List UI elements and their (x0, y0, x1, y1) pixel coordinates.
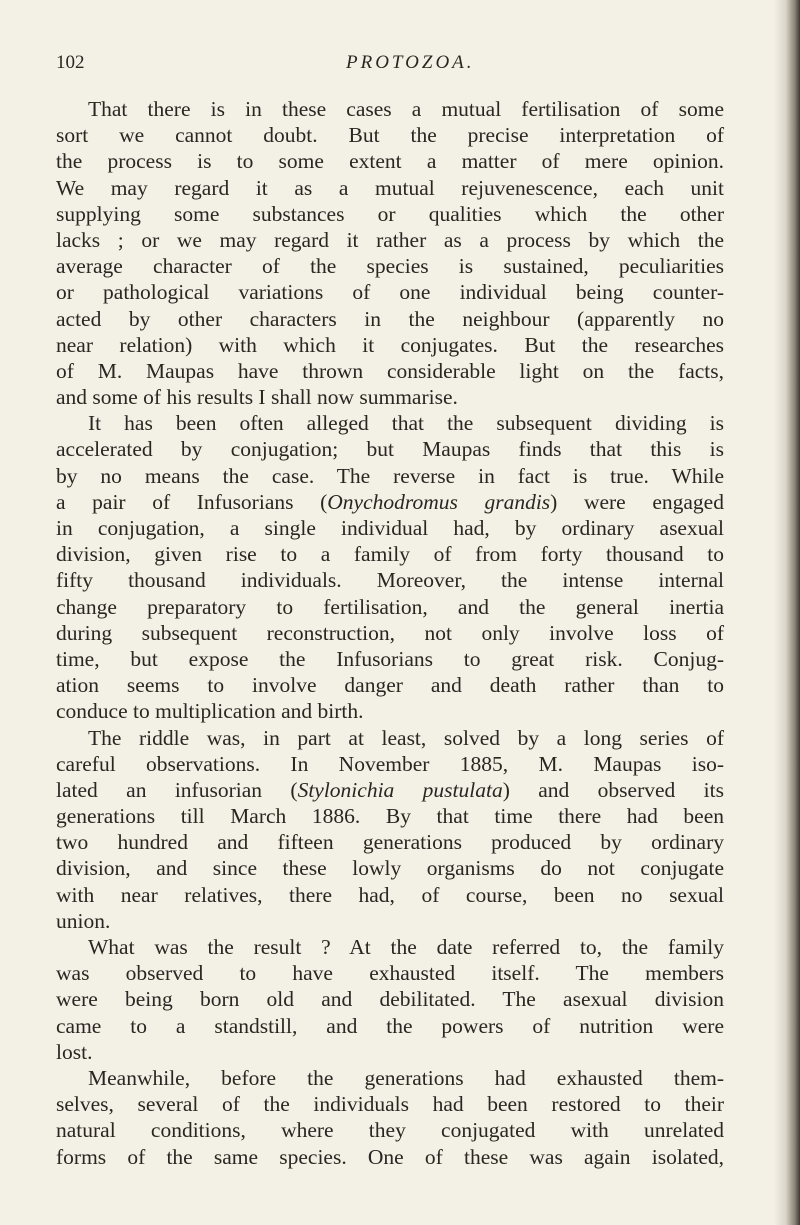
text-line: of M. Maupas have thrown considerable light on the facts, (56, 358, 724, 383)
text-line: and some of his results I shall now summarise. (56, 385, 458, 410)
page-edge-shadow (774, 0, 800, 1225)
text-span: lated an infusorian ( (56, 777, 298, 802)
body-text (56, 96, 724, 1170)
text-line: during subsequent reconstruction, not only involve loss of (56, 620, 724, 645)
text-line: forms of the same species. One of these was again isolated, (56, 1144, 724, 1169)
text-line: careful observations. In November 1885, M. Maupas iso- (56, 751, 724, 776)
text-line: It has been often alleged that the subsequent dividing is (88, 411, 724, 436)
text-line: The riddle was, in part at least, solved by a long series of (88, 725, 724, 750)
text-span: ) were engaged (550, 489, 724, 514)
text-line: the process is to some extent a matter of mere opinion. (56, 149, 724, 174)
text-line: natural conditions, where they conjugated with unrelated (56, 1118, 724, 1143)
text-line: What was the result ? At the date referred to, the family (88, 935, 724, 959)
text-line: generations till March 1886. By that time there had been (56, 804, 724, 829)
running-head: PROTOZOA. (346, 52, 475, 73)
text-line: Meanwhile, before the generations had exhausted them- (88, 1065, 724, 1090)
text-line: division, and since these lowly organisms do not conjugate (56, 856, 724, 881)
page-number: 102 (56, 52, 85, 73)
text-line (56, 489, 724, 515)
text-line: conduce to multiplication and birth. (56, 699, 364, 724)
text-line: fifty thousand individuals. Moreover, the intense internal (56, 568, 724, 593)
text-span: ) and observed its (502, 777, 724, 802)
text-line: near relation) with which it conjugates. But the researches (56, 332, 724, 357)
text-line: accelerated by conjugation; but Maupas finds that this is (56, 437, 724, 462)
text-line: lost. (56, 1039, 93, 1064)
text-line: lacks ; or we may regard it rather as a process by which the (56, 227, 724, 252)
page-header (56, 52, 706, 82)
text-line: in conjugation, a single individual had, by ordinary asexual (56, 516, 724, 540)
text-line: supplying some substances or qualities which the other (56, 201, 724, 226)
text-line: time, but expose the Infusorians to great risk. Conjug- (56, 646, 724, 671)
text-line: with near relatives, there had, of course, been no sexual (56, 882, 724, 907)
species-name: Stylonichia pustulata (297, 777, 503, 802)
text-line: union. (56, 908, 111, 933)
text-line: acted by other characters in the neighbour (apparently no (56, 306, 724, 331)
text-line: average character of the species is sustained, peculiarities (56, 254, 724, 279)
text-line: selves, several of the individuals had been restored to their (56, 1092, 724, 1117)
text-line: We may regard it as a mutual rejuvenescence, each unit (56, 175, 724, 200)
text-line: or pathological variations of one individual being counter- (56, 280, 724, 305)
text-line: two hundred and fifteen generations produced by ordinary (56, 830, 724, 855)
text-line: ation seems to involve danger and death rather than to (56, 673, 724, 698)
text-line: sort we cannot doubt. But the precise interpretation of (56, 123, 724, 148)
species-name: Onychodromus grandis (327, 489, 551, 514)
text-line: change preparatory to fertilisation, and the general inertia (56, 594, 724, 619)
text-line: division, given rise to a family of from forty thousand to (56, 542, 724, 567)
text-line: came to a standstill, and the powers of nutrition were (56, 1013, 724, 1038)
text-span: a pair of Infusorians ( (56, 489, 328, 514)
text-line: by no means the case. The reverse in fact is true. While (56, 463, 724, 488)
text-line: was observed to have exhausted itself. The members (56, 961, 724, 986)
text-line: were being born old and debilitated. The asexual division (56, 987, 724, 1012)
text-line: That there is in these cases a mutual fertilisation of some (88, 97, 724, 121)
text-line (56, 777, 724, 803)
